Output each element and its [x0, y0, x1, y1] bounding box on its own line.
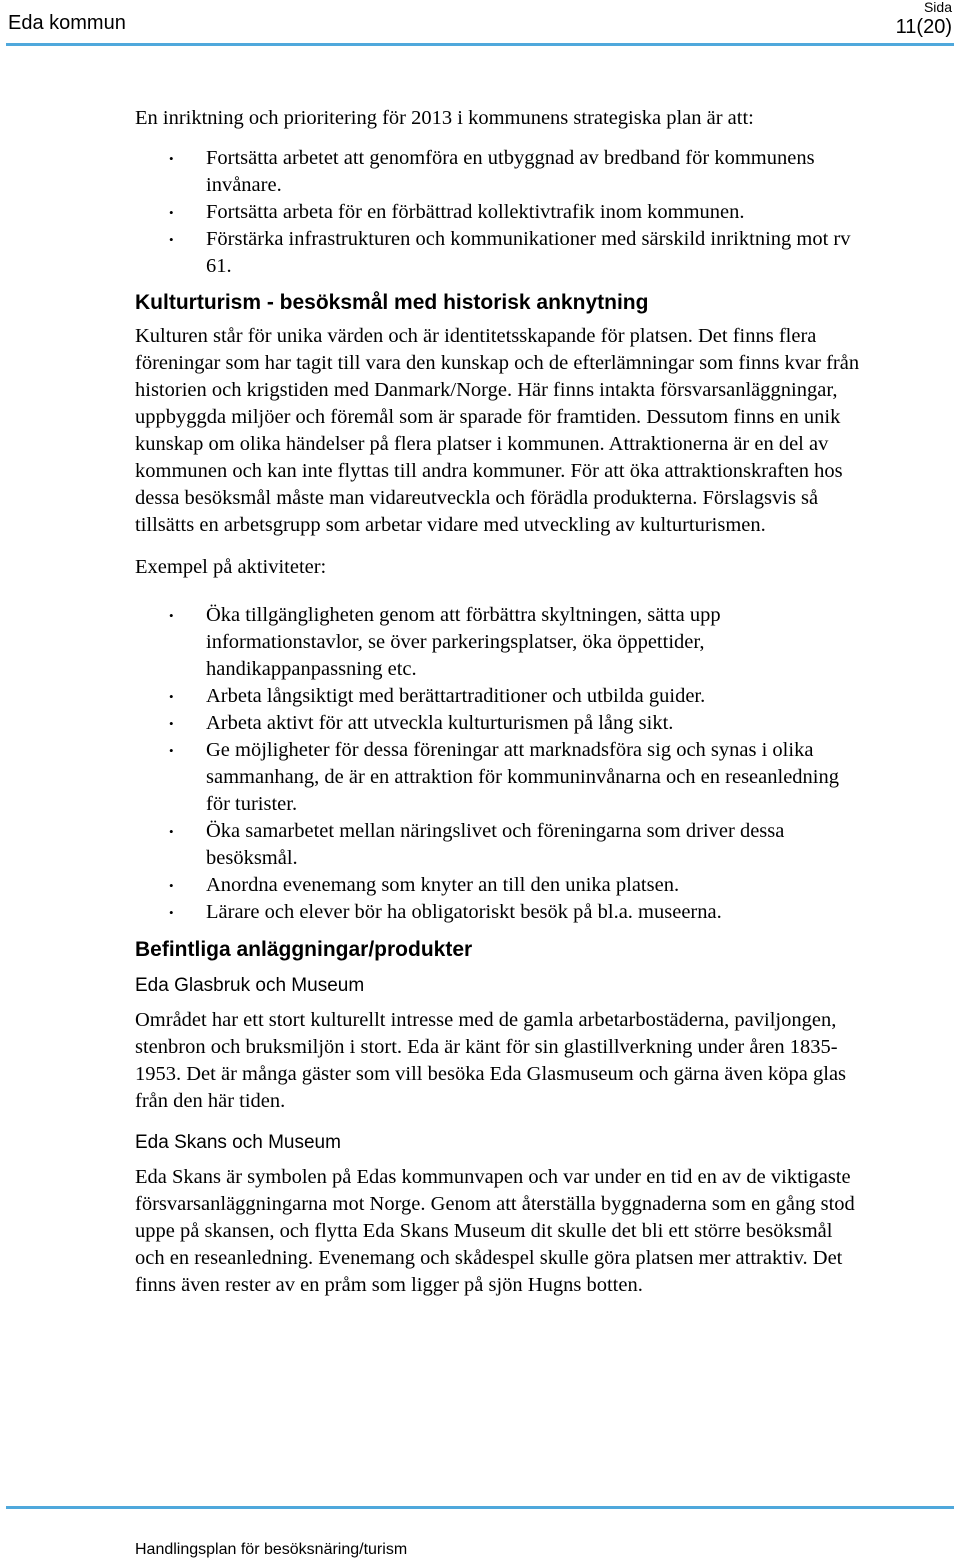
subheading-glasbruk: Eda Glasbruk och Museum: [135, 975, 365, 996]
list-item: • Anordna evenemang som knyter an till den unika platsen.: [135, 872, 860, 899]
page-number: 11(20): [895, 16, 952, 38]
list-item: • Lärare och elever bör ha obligatoriskt besök på bl.a. museerna.: [135, 899, 860, 926]
list-item: • Öka tillgängligheten genom att förbättra skyltningen, sätta upp informationstavlor, se över parkeringsplatser, öka öppettider, handikappanpassning etc.: [169, 604, 721, 680]
section-heading-befintliga: Befintliga anläggningar/produkter: [135, 938, 473, 961]
header-rule: [6, 43, 954, 46]
activities-list: [135, 602, 860, 926]
document-body: [135, 105, 860, 1299]
bullet-icon: •: [169, 151, 174, 166]
page-label: Sida: [923, 0, 952, 15]
header-page-info: [896, 0, 952, 38]
list-item: • Öka samarbetet mellan näringslivet och föreningarna som driver dessa besöksmål.: [169, 820, 785, 869]
examples-intro: Exempel på aktiviteter:: [135, 556, 327, 578]
intro-paragraph: En inriktning och prioritering för 2013 i kommunens strategiska plan är att:: [135, 107, 754, 129]
bullet-icon: •: [169, 716, 174, 731]
skans-paragraph: Eda Skans är symbolen på Edas kommunvapen och var under en tid en av de viktigaste försvarsanläggningarna mot Norge. Genom att återställa byggnaderna som en gång stod uppe på skansen, och flytta Eda Skans Museum dit skulle det bli ett större besöksmål och en reseanledning. Evenemang och skådespel skulle göra platsen mer attraktiv. Det finns även rester av en pråm som ligger på sjön Hugns botten.: [135, 1166, 855, 1296]
bullet-icon: •: [169, 743, 174, 758]
priorities-list: [135, 145, 860, 280]
bullet-icon: •: [169, 689, 174, 704]
footer-document-title: Handlingsplan för besöksnäring/turism: [135, 1541, 408, 1558]
header-municipality: Eda kommun: [8, 12, 126, 34]
list-item: • Ge möjligheter för dessa föreningar att marknadsföra sig och synas i olika sammanhang, de är en attraktion för kommuninvånarna och en reseanledning för turister.: [169, 739, 839, 815]
bullet-icon: •: [169, 232, 174, 247]
bullet-icon: •: [169, 824, 174, 839]
kulturturism-paragraph: Kulturen står för unika värden och är identitetsskapande för platsen. Det finns flera föreningar som har tagit till vara den kunskap och de efterlämningar som finns kvar från historien och krigstiden med Danmark/Norge. Här finns intakta försvarsanläggningar, uppbyggda miljöer och föremål som är sparade för framtiden. Dessutom finns en unik kunskap om olika händelser på flera platser i kommunen. Attraktionerna är en del av kommunen och kan inte flyttas till andra kommuner. För att öka attraktionskraften hos dessa besöksmål måste man vidareutveckla och förädla produkterna. Förslagsvis så tillsätts en arbetsgrupp som arbetar vidare med utveckling av kulturturismen.: [135, 325, 860, 536]
bullet-icon: •: [169, 878, 174, 893]
list-item: • Arbeta långsiktigt med berättartraditioner och utbilda guider.: [135, 683, 860, 710]
subheading-skans: Eda Skans och Museum: [135, 1132, 341, 1153]
bullet-icon: •: [169, 905, 174, 920]
list-item: • Fortsätta arbetet att genomföra en utbyggnad av bredband för kommunens invånare.: [169, 147, 815, 196]
bullet-icon: •: [169, 608, 174, 623]
list-item: • Förstärka infrastrukturen och kommunikationer med särskild inriktning mot rv 61.: [169, 228, 851, 277]
bullet-icon: •: [169, 205, 174, 220]
glasbruk-paragraph: Området har ett stort kulturellt intresse med de gamla arbetarbostäderna, paviljongen, stenbron och bruksmiljön i stort. Eda är känt för sin glastillverkning under åren 1835-1953. Det är många gäster som vill besöka Eda Glasmuseum och gärna även köpa glas från den här tiden.: [135, 1009, 847, 1112]
list-item: • Arbeta aktivt för att utveckla kulturturismen på lång sikt.: [135, 710, 860, 737]
section-heading-kulturturism: Kulturturism - besöksmål med historisk anknytning: [135, 291, 649, 314]
footer-rule: [6, 1506, 954, 1509]
list-item: • Fortsätta arbeta för en förbättrad kollektivtrafik inom kommunen.: [135, 199, 860, 226]
